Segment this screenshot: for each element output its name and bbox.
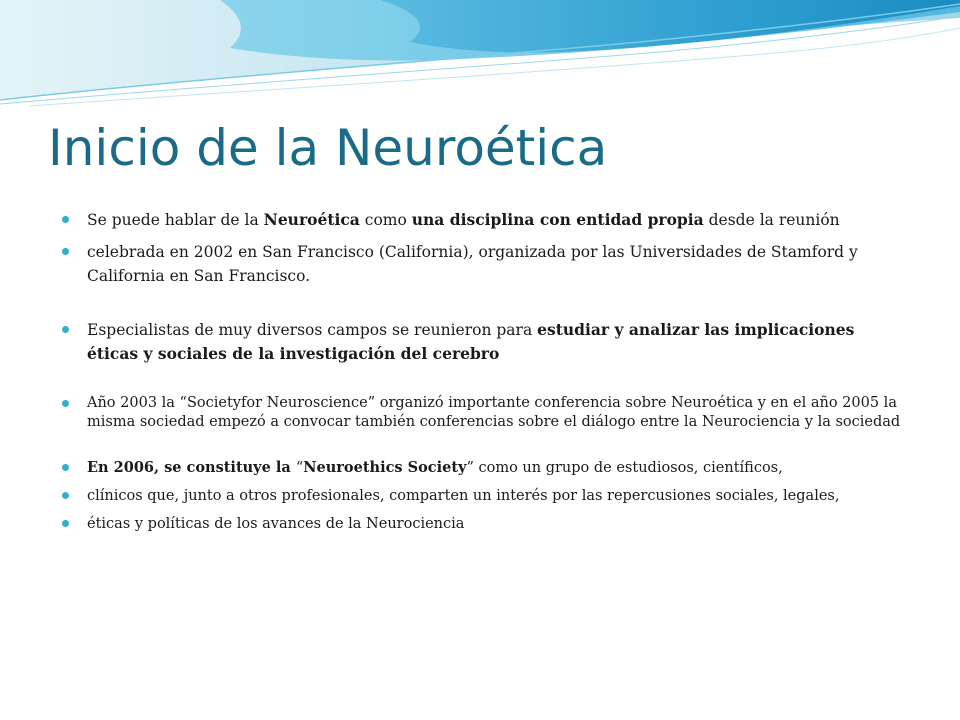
bullet-item	[62, 458, 902, 478]
bullet-item	[62, 208, 902, 232]
bullet-text-bold: En 2006, se constituye la	[87, 459, 296, 476]
bullet-text-bold: estudiar y analizar las implicaciones éticas y sociales de la investigación del cerebro	[87, 320, 855, 363]
bullet-list	[62, 208, 902, 534]
bullet-text-bold: Neuroética	[263, 210, 360, 229]
bullet-text: desde la reunión	[703, 211, 840, 229]
bullet-text-bold: una disciplina con entidad propia	[411, 210, 704, 229]
bullet-item	[62, 486, 902, 506]
bullet-text: éticas y políticas de los avances de la Neurociencia	[87, 516, 465, 532]
header-wave-decoration	[0, 0, 960, 110]
slide-title: Inicio de la Neuroética	[48, 119, 608, 177]
bullet-text: clínicos que, junto a otros profesionales, comparten un interés por las repercusiones sociales, legales,	[87, 488, 840, 504]
bullet-text: Especialistas de muy diversos campos se reunieron para	[87, 321, 538, 339]
bullet-text: celebrada en 2002 en San Francisco (California), organizada por las Universidades de Stamford y California en San Francisco.	[87, 243, 858, 285]
bullet-item	[62, 394, 902, 432]
bullet-item	[62, 514, 902, 534]
bullet-text: Se puede hablar de la	[87, 211, 264, 229]
bullet-item	[62, 240, 902, 288]
bullet-text: como	[359, 211, 412, 229]
bullet-text: Año 2003 la “Societyfor Neuroscience” organizó importante conferencia sobre Neuroética y en el año 2005 la misma sociedad empezó a convocar también conferencias sobre el diálogo entre la Neurociencia y la sociedad	[87, 395, 901, 430]
bullet-text-bold: Neuroethics Society	[303, 459, 467, 476]
bullet-item	[62, 318, 902, 366]
bullet-text: ” como un grupo de estudiosos, científicos,	[466, 460, 783, 476]
bullet-text: “	[295, 460, 304, 476]
